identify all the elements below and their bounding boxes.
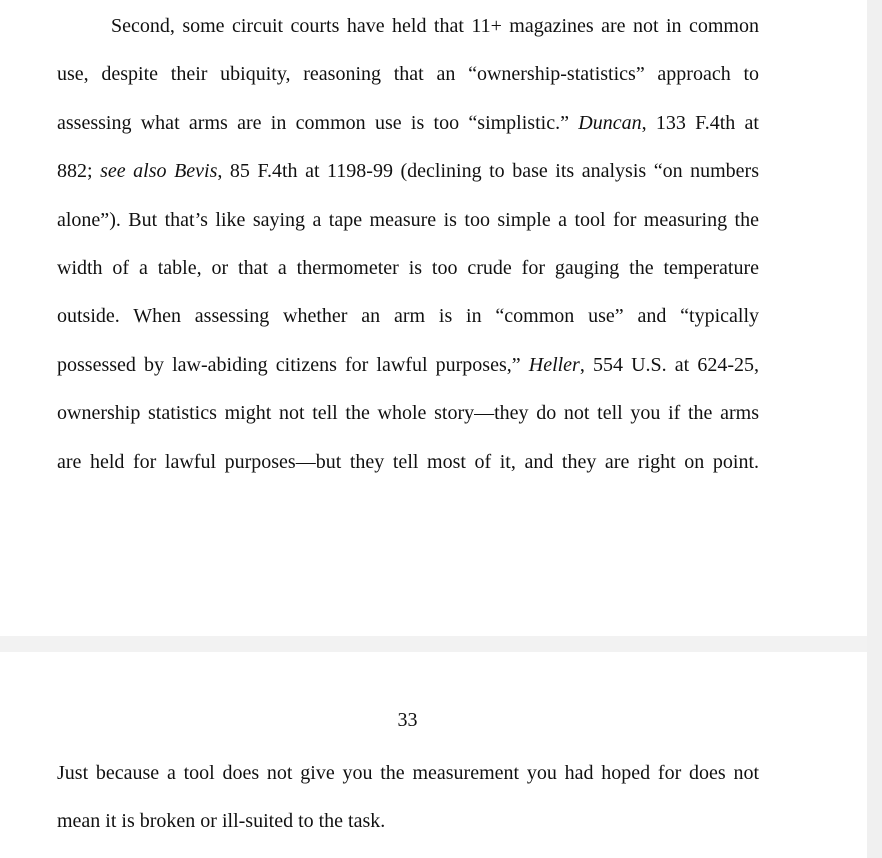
case-citation: Heller [528, 353, 580, 376]
paragraph [57, 760, 759, 857]
text-line: assessing what arms are in common use is too “simplistic.” Duncan, 133 F.4th at [57, 111, 759, 134]
document-page [0, 652, 867, 858]
case-citation: see also Bevis [100, 160, 218, 183]
text-line: Just because a tool does not give you the measurement you had hoped for does not [57, 762, 759, 784]
text-line: possessed by law-abiding citizens for lawful purposes,” Heller, 554 U.S. at 624-25, [57, 353, 759, 376]
text-line: alone”). But that’s like saying a tape measure is too simple a tool for measuring the [57, 208, 759, 231]
paragraph [57, 13, 759, 497]
page-number: 33 [397, 709, 418, 731]
text-line: 882; see also Bevis, 85 F.4th at 1198-99 (declining to base its analysis “on numbers [57, 160, 759, 183]
vertical-scrollbar[interactable] [867, 0, 882, 858]
text-line: Second, some circuit courts have held that 11+ magazines are not in common [111, 15, 759, 37]
text-line: are held for lawful purposes—but they tell most of it, and they are right on point. [57, 450, 759, 473]
text-line: ownership statistics might not tell the whole story—they do not tell you if the arms [57, 402, 759, 425]
text-line: use, despite their ubiquity, reasoning that an “ownership-statistics” approach to [57, 63, 759, 86]
case-citation: Duncan [578, 111, 642, 134]
text-line: mean it is broken or ill-suited to the task. [57, 810, 386, 833]
text-line: width of a table, or that a thermometer is too crude for gauging the temperature [57, 256, 759, 279]
text-line: outside. When assessing whether an arm is in “common use” and “typically [57, 305, 759, 328]
